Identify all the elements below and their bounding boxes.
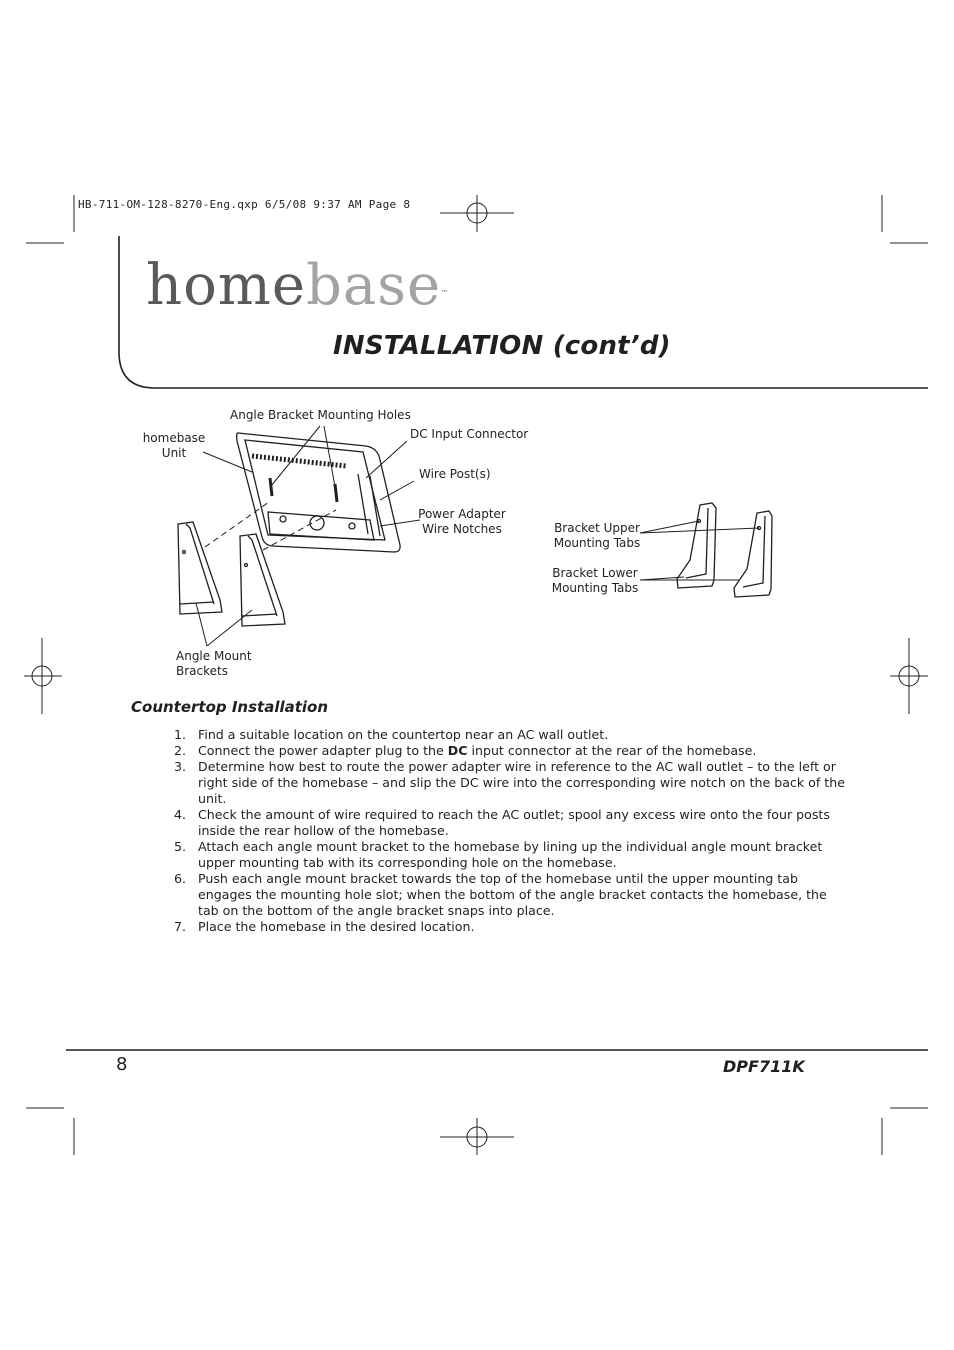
label-bracket-lower-line2: Mounting Tabs [551, 581, 639, 595]
label-bracket-lower-line1: Bracket Lower [552, 566, 638, 580]
step-number: 3. [174, 759, 187, 774]
step-item [160, 807, 850, 839]
step-item [160, 871, 850, 919]
label-dc-input-connector: DC Input Connector [410, 427, 529, 441]
step-item [160, 759, 850, 807]
page-number: 8 [116, 1054, 128, 1075]
label-power-adapter-line2: Wire Notches [422, 522, 502, 536]
step-number: 1. [174, 727, 187, 742]
section-heading: Countertop Installation [131, 698, 329, 716]
label-power-adapter-wire-notches [414, 507, 510, 537]
step-text: Determine how best to route the power adapter wire in reference to the AC wall outlet – to the left or right side of the homebase – and slip the DC wire into the corresponding wire notch on the back of the unit. [198, 759, 845, 806]
label-bracket-upper-line2: Mounting Tabs [553, 536, 641, 550]
step-text: Push each angle mount bracket towards the top of the homebase until the upper mounting tab engages the mounting hole slot; when the bottom of the angle bracket contacts the homebase, the tab on the bottom of the angle bracket snaps into place. [198, 871, 827, 918]
bracket-detail-drawing [677, 503, 772, 597]
page-title: INSTALLATION (cont’d) [333, 331, 671, 361]
homebase-logo [146, 253, 450, 318]
trademark-symbol: ™ [441, 289, 450, 297]
label-angle-bracket-mounting-holes: Angle Bracket Mounting Holes [230, 408, 411, 422]
label-power-adapter-line1: Power Adapter [418, 507, 506, 521]
installation-steps [160, 727, 850, 935]
angle-mount-brackets-drawing [178, 522, 285, 626]
step-text-after: input connector at the rear of the homebase. [467, 743, 757, 758]
step-item [160, 839, 850, 871]
step-text: Find a suitable location on the countertop near an AC wall outlet. [198, 727, 609, 742]
step-text: Attach each angle mount bracket to the homebase by lining up the individual angle mount bracket upper mounting tab with its corresponding hole on the homebase. [198, 839, 823, 870]
label-wire-posts: Wire Post(s) [419, 467, 491, 481]
step-text-bold: DC [447, 743, 468, 758]
alignment-dashes [205, 502, 336, 550]
step-number: 2. [174, 743, 187, 758]
label-homebase-unit [134, 431, 214, 461]
label-angle-mount-line2: Brackets [176, 664, 228, 678]
step-number: 4. [174, 807, 187, 822]
label-angle-mount-brackets [176, 649, 252, 679]
logo-part-base: base [306, 253, 442, 318]
step-item [160, 743, 850, 759]
logo-part-home: home [146, 253, 307, 318]
step-number: 5. [174, 839, 187, 854]
label-bracket-lower-mounting-tabs [546, 566, 644, 596]
label-bracket-upper-line1: Bracket Upper [554, 521, 640, 535]
step-number: 7. [174, 919, 187, 934]
step-text: Check the amount of wire required to reach the AC outlet; spool any excess wire onto the four posts inside the rear hollow of the homebase. [198, 807, 830, 838]
label-homebase-unit-line2: Unit [161, 446, 187, 460]
label-homebase-unit-line1: homebase [142, 431, 206, 445]
step-text: Place the homebase in the desired location. [198, 919, 475, 934]
model-number: DPF711K [723, 1057, 805, 1076]
step-item [160, 919, 850, 935]
slug-line: HB-711-OM-128-8270-Eng.qxp 6/5/08 9:37 AM Page 8 [78, 198, 411, 211]
step-number: 6. [174, 871, 187, 886]
label-bracket-upper-mounting-tabs [548, 521, 646, 551]
label-angle-mount-line1: Angle Mount [176, 649, 252, 663]
homebase-unit-drawing [237, 433, 400, 552]
step-item [160, 727, 850, 743]
step-text-before: Connect the power adapter plug to the [198, 743, 448, 758]
